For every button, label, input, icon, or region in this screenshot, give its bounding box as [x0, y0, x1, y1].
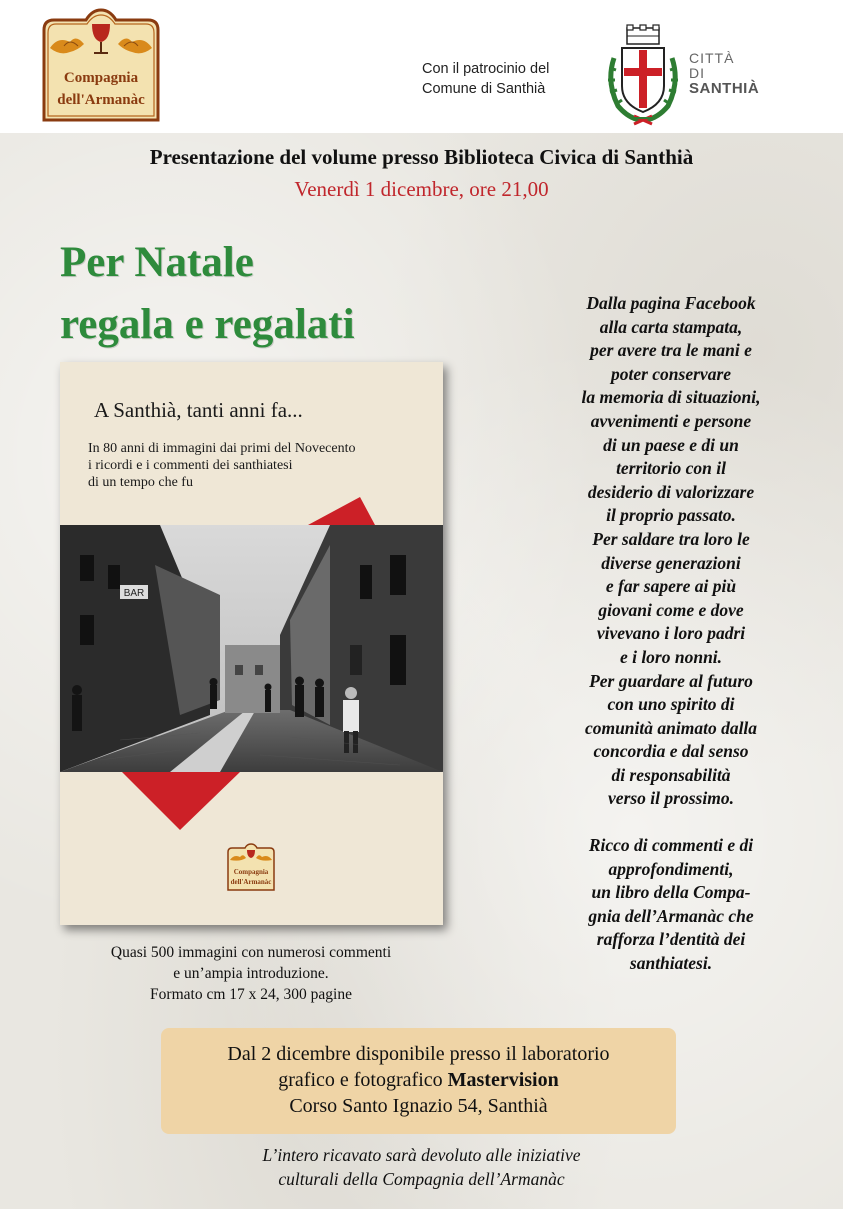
description-line: rafforza l’dentità dei — [596, 929, 746, 950]
description-line: santhiatesi. — [629, 953, 713, 974]
availability-box — [161, 1028, 676, 1134]
availability-shop-name: Mastervision — [447, 1069, 559, 1091]
city-crest-icon — [604, 24, 682, 126]
description-line: vivevano i loro padri — [596, 623, 746, 644]
description-line: avvenimenti e persone — [590, 410, 752, 431]
description-line: diverse generazioni — [601, 552, 741, 573]
description-line: comunità animato dalla — [584, 717, 758, 738]
patronage-line1: Con il patrocinio del — [422, 61, 550, 77]
book-logo-line2: dell'Armanàc — [230, 878, 272, 886]
headline-line2: regala e regalati — [60, 301, 355, 348]
book-subtitle-line: In 80 anni di immagini dai primi del Novecento — [88, 441, 356, 456]
description-paragraph-1 — [512, 292, 830, 811]
description-line: un libro della Compa- — [591, 882, 751, 903]
description-line: desiderio di valorizzare — [587, 481, 755, 502]
event-date: Venerdì 1 dicembre, ore 21,00 — [294, 177, 549, 201]
city-label-line1: CITTÀ — [689, 50, 735, 66]
caption-line: Quasi 500 immagini con numerosi commenti — [110, 944, 392, 961]
caption-line: Formato cm 17 x 24, 300 pagine — [150, 986, 352, 1003]
city-label — [689, 51, 734, 81]
description-text — [512, 292, 830, 976]
event-title: Presentazione del volume presso Biblioteca Civica di Santhià — [149, 145, 694, 169]
book-title: A Santhià, tanti anni fa... — [94, 398, 303, 422]
city-name: SANTHIÀ — [689, 80, 760, 97]
footer-line1: L’intero ricavato sarà devoluto alle iniziative — [262, 1145, 581, 1165]
availability-line2-prefix: grafico e fotografico — [278, 1069, 443, 1091]
footer-line2: culturali della Compagnia dell’Armanàc — [278, 1169, 565, 1189]
availability-line3: Corso Santo Ignazio 54, Santhià — [289, 1095, 548, 1117]
description-line: Ricco di commenti e di — [588, 835, 754, 856]
description-line: poter conservare — [610, 363, 732, 384]
description-line: Dalla pagina Facebook — [586, 293, 756, 313]
description-line: il proprio passato. — [606, 505, 736, 526]
book-caption — [20, 942, 482, 1005]
book-logo-line1: Compagnia — [233, 868, 269, 876]
availability-line2 — [161, 1067, 676, 1093]
book-subtitle-line: i ricordi e i commenti dei santhiatesi — [88, 458, 293, 473]
headline — [60, 232, 355, 356]
description-line: la memoria di situazioni, — [581, 387, 761, 408]
compagnia-armanac-logo — [40, 6, 162, 126]
book-subtitle-line: di un tempo che fu — [88, 475, 193, 490]
description-line: e far sapere ai più — [605, 576, 737, 597]
photo-bar-sign: BAR — [123, 588, 145, 599]
description-line: per avere tra le mani e — [590, 340, 752, 361]
availability-line1: Dal 2 dicembre disponibile presso il laboratorio — [227, 1043, 610, 1065]
description-line: gnia dell’Armanàc che — [588, 905, 754, 926]
description-line: verso il prossimo. — [608, 788, 734, 809]
description-line: Per guardare al futuro — [589, 670, 753, 691]
description-line: e i loro nonni. — [619, 646, 723, 667]
footer-note — [0, 1143, 843, 1191]
description-line: territorio con il — [616, 458, 726, 479]
patronage-line2: Comune di Santhià — [422, 81, 546, 97]
description-line: Per saldare tra loro le — [592, 528, 750, 549]
red-triangle-top — [308, 497, 375, 525]
description-line: di responsabilità — [611, 764, 731, 785]
description-line: concordia e dal senso — [593, 741, 749, 762]
red-triangle-bottom — [122, 772, 240, 830]
book-cover — [60, 362, 443, 925]
patronage-text — [422, 59, 549, 99]
city-label-line2: DI — [689, 65, 705, 81]
logo-text-line2: dell'Armanàc — [57, 92, 145, 108]
description-line: approfondimenti, — [608, 858, 734, 879]
description-line: alla carta stampata, — [599, 316, 743, 337]
logo-text-line1: Compagnia — [63, 70, 139, 86]
book-compagnia-logo — [226, 842, 276, 892]
caption-line: e un’ampia introduzione. — [173, 965, 329, 982]
description-line: con uno spirito di — [607, 694, 735, 715]
old-street-photo — [60, 525, 443, 772]
description-paragraph-2 — [512, 834, 830, 976]
description-line: di un paese e di un — [603, 434, 739, 455]
description-line: giovani come e dove — [598, 599, 744, 620]
header — [0, 0, 843, 133]
headline-line1: Per Natale — [60, 239, 254, 286]
